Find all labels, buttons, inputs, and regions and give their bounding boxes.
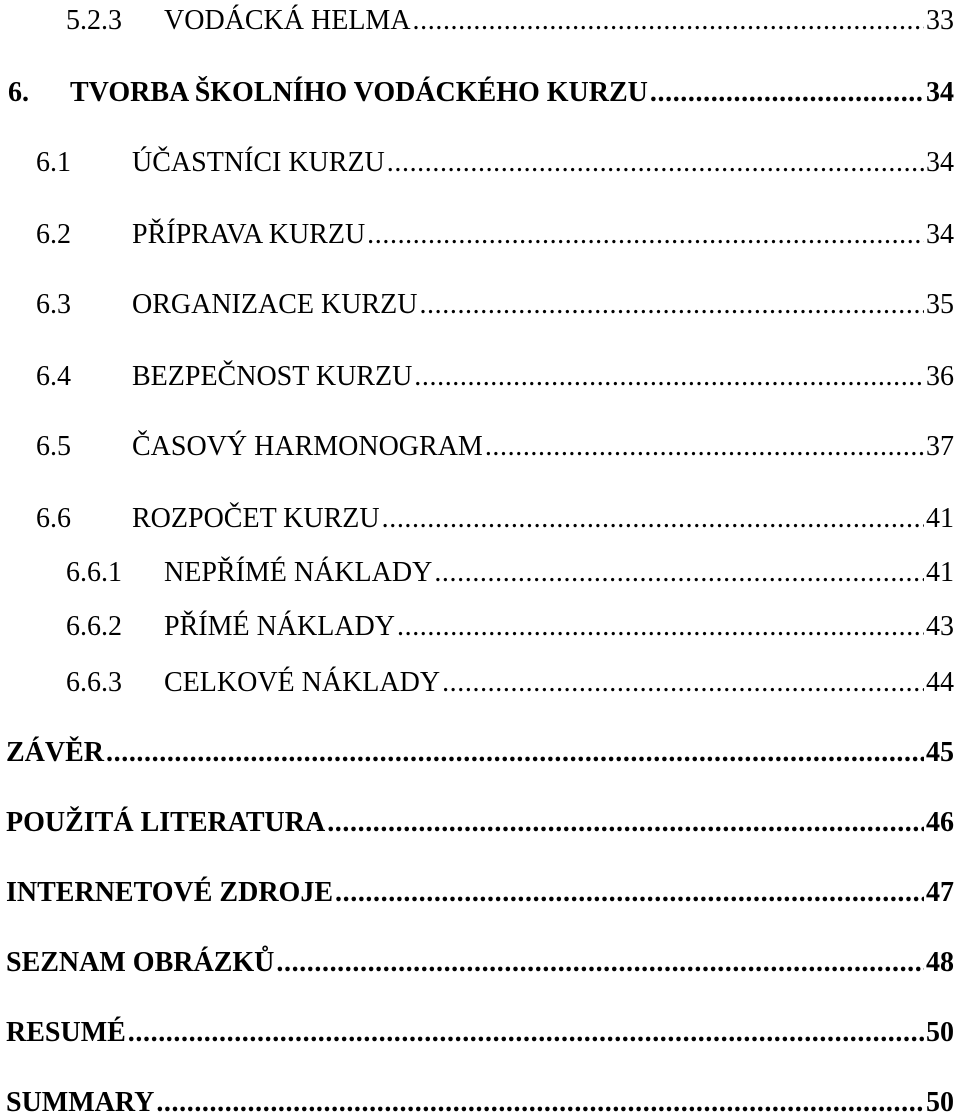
toc-dot-leader bbox=[397, 610, 924, 644]
toc-dot-leader bbox=[128, 1016, 924, 1050]
toc-entry-title: SEZNAM OBRÁZKŮ bbox=[6, 947, 275, 978]
toc-entry-6-1[interactable] bbox=[36, 146, 954, 180]
toc-entry-title: SUMMARY bbox=[6, 1087, 155, 1118]
toc-entry-title: PŘÍPRAVA KURZU bbox=[132, 219, 366, 250]
toc-dot-leader bbox=[367, 218, 924, 252]
toc-entry-number: 6. bbox=[8, 77, 29, 108]
toc-entry-number: 6.6.1 bbox=[66, 557, 122, 588]
toc-entry-internetove-zdroje[interactable] bbox=[6, 876, 954, 910]
toc-entry-6-2[interactable] bbox=[36, 218, 954, 252]
toc-entry-5-2-3[interactable] bbox=[66, 4, 954, 38]
toc-entry-title: INTERNETOVÉ ZDROJE bbox=[6, 877, 334, 908]
toc-entry-number: 6.4 bbox=[36, 361, 71, 392]
toc-dot-leader bbox=[387, 146, 924, 180]
toc-entry-page: 41 bbox=[926, 557, 954, 588]
toc-entry-6-6-1[interactable] bbox=[66, 556, 954, 590]
toc-dot-leader bbox=[485, 430, 924, 464]
toc-dot-leader bbox=[156, 1086, 924, 1120]
toc-entry-page: 45 bbox=[926, 737, 954, 768]
toc-entry-page: 37 bbox=[926, 431, 954, 462]
toc-entry-page: 44 bbox=[926, 667, 954, 698]
toc-entry-number: 6.2 bbox=[36, 219, 71, 250]
toc-dot-leader bbox=[650, 76, 924, 110]
toc-entry-number: 6.3 bbox=[36, 289, 71, 320]
toc-dot-leader bbox=[414, 360, 924, 394]
toc-entry-page: 33 bbox=[926, 5, 954, 36]
toc-entry-title: BEZPEČNOST KURZU bbox=[132, 361, 413, 392]
toc-entry-pouzita-literatura[interactable] bbox=[6, 806, 954, 840]
toc-dot-leader bbox=[327, 806, 924, 840]
toc-entry-title: ZÁVĚR bbox=[6, 737, 105, 768]
toc-dot-leader bbox=[276, 946, 924, 980]
toc-entry-page: 34 bbox=[926, 219, 954, 250]
toc-entry-title: ÚČASTNÍCI KURZU bbox=[132, 147, 385, 178]
toc-dot-leader bbox=[106, 736, 924, 770]
toc-entry-6-4[interactable] bbox=[36, 360, 954, 394]
toc-entry-page: 50 bbox=[926, 1087, 954, 1118]
toc-entry-summary[interactable] bbox=[6, 1086, 954, 1120]
toc-entry-6[interactable] bbox=[8, 76, 954, 110]
toc-entry-title: VODÁCKÁ HELMA bbox=[164, 5, 411, 36]
toc-entry-page: 43 bbox=[926, 611, 954, 642]
toc-entry-number: 6.6.2 bbox=[66, 611, 122, 642]
toc-dot-leader bbox=[335, 876, 924, 910]
toc-entry-6-5[interactable] bbox=[36, 430, 954, 464]
toc-entry-6-6-2[interactable] bbox=[66, 610, 954, 644]
toc-entry-number: 6.6 bbox=[36, 503, 71, 534]
toc-entry-page: 46 bbox=[926, 807, 954, 838]
toc-entry-number: 6.6.3 bbox=[66, 667, 122, 698]
toc-entry-title: ROZPOČET KURZU bbox=[132, 503, 380, 534]
toc-entry-seznam-obrazku[interactable] bbox=[6, 946, 954, 980]
toc-entry-page: 41 bbox=[926, 503, 954, 534]
toc-entry-page: 36 bbox=[926, 361, 954, 392]
toc-entry-6-6-3[interactable] bbox=[66, 666, 954, 700]
toc-dot-leader bbox=[382, 502, 924, 536]
toc-entry-number: 6.5 bbox=[36, 431, 71, 462]
toc-entry-title: ČASOVÝ HARMONOGRAM bbox=[132, 431, 483, 462]
toc-entry-page: 34 bbox=[926, 147, 954, 178]
toc-entry-title: TVORBA ŠKOLNÍHO VODÁCKÉHO KURZU bbox=[70, 77, 648, 108]
toc-entry-page: 35 bbox=[926, 289, 954, 320]
toc-dot-leader bbox=[442, 666, 924, 700]
toc-entry-page: 50 bbox=[926, 1017, 954, 1048]
toc-dot-leader bbox=[434, 556, 924, 590]
toc-entry-6-6[interactable] bbox=[36, 502, 954, 536]
toc-dot-leader bbox=[419, 288, 924, 322]
toc-entry-title: RESUMÉ bbox=[6, 1017, 126, 1048]
toc-entry-page: 47 bbox=[926, 877, 954, 908]
toc-entry-page: 34 bbox=[926, 77, 954, 108]
toc-entry-title: POUŽITÁ LITERATURA bbox=[6, 807, 326, 838]
toc-entry-number: 5.2.3 bbox=[66, 5, 122, 36]
toc-entry-number: 6.1 bbox=[36, 147, 71, 178]
toc-entry-resume[interactable] bbox=[6, 1016, 954, 1050]
toc-entry-page: 48 bbox=[926, 947, 954, 978]
toc-entry-title: CELKOVÉ NÁKLADY bbox=[164, 667, 441, 698]
toc-dot-leader bbox=[413, 4, 924, 38]
toc-entry-6-3[interactable] bbox=[36, 288, 954, 322]
toc-entry-zaver[interactable] bbox=[6, 736, 954, 770]
toc-entry-title: ORGANIZACE KURZU bbox=[132, 289, 418, 320]
toc-entry-title: PŘÍMÉ NÁKLADY bbox=[164, 611, 395, 642]
toc-entry-title: NEPŘÍMÉ NÁKLADY bbox=[164, 557, 433, 588]
